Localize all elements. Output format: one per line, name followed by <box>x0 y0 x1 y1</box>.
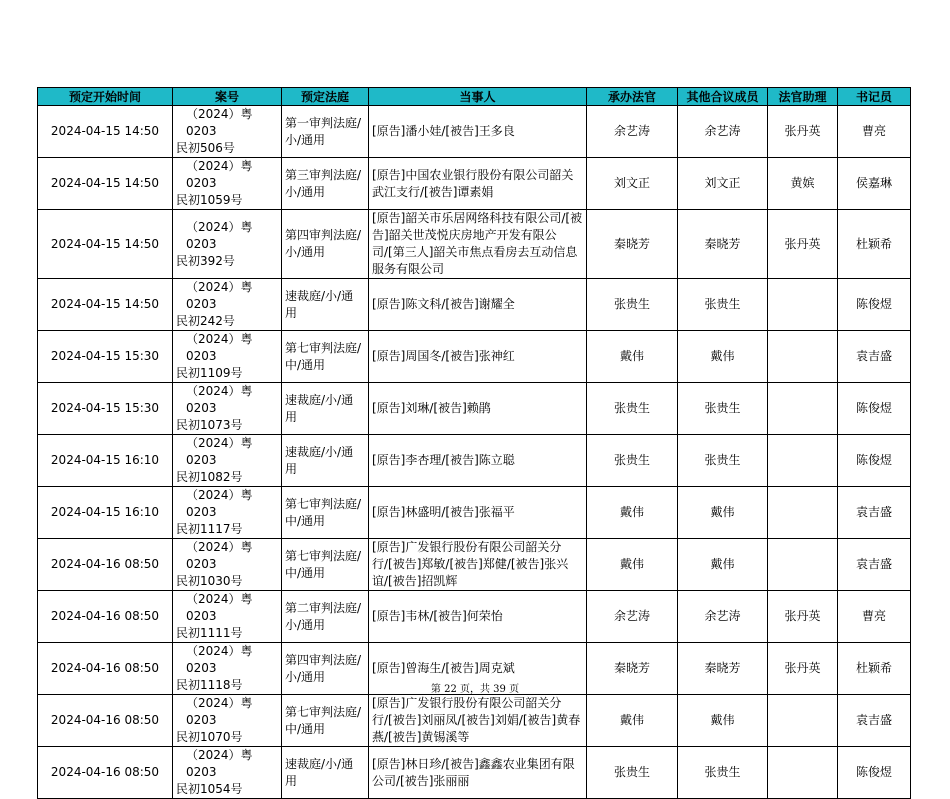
case-number-suffix: 民初1054号 <box>176 782 243 796</box>
cell-clerk: 杜颖希 <box>838 643 911 695</box>
case-number-suffix: 民初506号 <box>176 141 235 155</box>
cell-clerk: 袁吉盛 <box>838 539 911 591</box>
cell-presiding-judge: 戴伟 <box>587 487 678 539</box>
cell-case-number <box>173 591 282 643</box>
case-number-suffix: 民初242号 <box>176 314 235 328</box>
cell-clerk: 杜颖希 <box>838 210 911 279</box>
case-number-suffix: 民初1109号 <box>176 366 243 380</box>
cell-judge-assistant: 张丹英 <box>768 591 838 643</box>
cell-start-time: 2024-04-16 08:50 <box>38 747 173 799</box>
cell-case-number <box>173 695 282 747</box>
case-number-suffix: 民初1082号 <box>176 470 243 484</box>
cell-parties: [原告]林盛明/[被告]张福平 <box>369 487 587 539</box>
cell-judge-assistant <box>768 747 838 799</box>
cell-clerk: 袁吉盛 <box>838 487 911 539</box>
cell-clerk: 袁吉盛 <box>838 695 911 747</box>
cell-judge-assistant: 黄嫔 <box>768 158 838 210</box>
cell-presiding-judge: 戴伟 <box>587 331 678 383</box>
cell-clerk: 曹亮 <box>838 106 911 158</box>
cell-judge-assistant <box>768 383 838 435</box>
cell-presiding-judge: 戴伟 <box>587 695 678 747</box>
cell-case-number <box>173 747 282 799</box>
cell-other-members: 张贵生 <box>678 747 768 799</box>
cell-presiding-judge: 刘文正 <box>587 158 678 210</box>
cell-case-number <box>173 210 282 279</box>
cell-other-members: 戴伟 <box>678 331 768 383</box>
header-other-members: 其他合议成员 <box>678 88 768 106</box>
case-number-prefix: （2024）粤0203 <box>186 332 253 363</box>
cell-court: 第七审判法庭/中/通用 <box>282 487 369 539</box>
table-row <box>38 158 911 210</box>
table-row <box>38 331 911 383</box>
cell-judge-assistant <box>768 331 838 383</box>
cell-presiding-judge: 秦晓芳 <box>587 210 678 279</box>
cell-parties: [原告]李杏理/[被告]陈立聪 <box>369 435 587 487</box>
cell-court: 第四审判法庭/小/通用 <box>282 643 369 695</box>
cell-start-time: 2024-04-15 14:50 <box>38 210 173 279</box>
cell-case-number <box>173 158 282 210</box>
case-number-suffix: 民初1111号 <box>176 626 243 640</box>
case-number-suffix: 民初1070号 <box>176 730 243 744</box>
cell-parties: [原告]广发银行股份有限公司韶关分行/[被告]刘丽凤/[被告]刘娟/[被告]黄春燕/[被告]黄锡溪等 <box>369 695 587 747</box>
case-number-prefix: （2024）粤0203 <box>186 696 253 727</box>
header-court: 预定法庭 <box>282 88 369 106</box>
case-number-suffix: 民初1117号 <box>176 522 243 536</box>
cell-clerk: 曹亮 <box>838 591 911 643</box>
table-row <box>38 487 911 539</box>
cell-start-time: 2024-04-16 08:50 <box>38 695 173 747</box>
case-number-prefix: （2024）粤0203 <box>186 219 253 251</box>
cell-case-number <box>173 487 282 539</box>
cell-court: 速裁庭/小/通用 <box>282 435 369 487</box>
table-row <box>38 106 911 158</box>
cell-case-number <box>173 435 282 487</box>
cell-start-time: 2024-04-15 14:50 <box>38 279 173 331</box>
cell-case-number <box>173 383 282 435</box>
cell-start-time: 2024-04-15 14:50 <box>38 106 173 158</box>
case-number-prefix: （2024）粤0203 <box>186 644 253 675</box>
case-number-prefix: （2024）粤0203 <box>186 488 253 519</box>
cell-other-members: 秦晓芳 <box>678 643 768 695</box>
table-row <box>38 747 911 799</box>
cell-court: 第七审判法庭/中/通用 <box>282 695 369 747</box>
cell-parties: [原告]广发银行股份有限公司韶关分行/[被告]郑敏/[被告]郑健/[被告]张兴谊/[被告]招凯辉 <box>369 539 587 591</box>
cell-parties: [原告]林日珍/[被告]鑫鑫农业集团有限公司/[被告]张丽丽 <box>369 747 587 799</box>
case-number-prefix: （2024）粤0203 <box>186 748 253 779</box>
cell-presiding-judge: 张贵生 <box>587 383 678 435</box>
table-header-row <box>38 88 911 106</box>
case-number-prefix: （2024）粤0203 <box>186 540 253 571</box>
cell-parties: [原告]潘小娃/[被告]王多良 <box>369 106 587 158</box>
cell-start-time: 2024-04-15 16:10 <box>38 435 173 487</box>
cell-judge-assistant: 张丹英 <box>768 106 838 158</box>
case-number-suffix: 民初1118号 <box>176 678 243 692</box>
cell-judge-assistant <box>768 539 838 591</box>
header-start-time: 预定开始时间 <box>38 88 173 106</box>
case-number-prefix: （2024）粤0203 <box>186 436 253 467</box>
case-number-suffix: 民初1059号 <box>176 193 243 207</box>
cell-other-members: 戴伟 <box>678 487 768 539</box>
cell-clerk: 陈俊煜 <box>838 279 911 331</box>
cell-parties: [原告]韶关市乐居网络科技有限公司/[被告]韶关世茂悦庆房地产开发有限公司/[第三人]韶关市焦点看房去互动信息服务有限公司 <box>369 210 587 279</box>
table-row <box>38 435 911 487</box>
cell-parties: [原告]陈文科/[被告]谢耀全 <box>369 279 587 331</box>
cell-start-time: 2024-04-16 08:50 <box>38 539 173 591</box>
cell-clerk: 陈俊煜 <box>838 383 911 435</box>
header-presiding-judge: 承办法官 <box>587 88 678 106</box>
case-number-suffix: 民初1073号 <box>176 418 243 432</box>
cell-court: 第二审判法庭/小/通用 <box>282 591 369 643</box>
cell-case-number <box>173 539 282 591</box>
cell-presiding-judge: 张贵生 <box>587 279 678 331</box>
cell-other-members: 戴伟 <box>678 695 768 747</box>
cell-judge-assistant <box>768 279 838 331</box>
cell-other-members: 余艺涛 <box>678 106 768 158</box>
case-number-prefix: （2024）粤0203 <box>186 107 253 138</box>
cell-court: 第七审判法庭/中/通用 <box>282 331 369 383</box>
case-number-prefix: （2024）粤0203 <box>186 592 253 623</box>
cell-presiding-judge: 戴伟 <box>587 539 678 591</box>
cell-presiding-judge: 秦晓芳 <box>587 643 678 695</box>
case-number-suffix: 民初392号 <box>176 253 235 268</box>
cell-judge-assistant: 张丹英 <box>768 210 838 279</box>
table-row <box>38 279 911 331</box>
cell-parties: [原告]周国冬/[被告]张神红 <box>369 331 587 383</box>
cell-start-time: 2024-04-15 14:50 <box>38 158 173 210</box>
cell-clerk: 袁吉盛 <box>838 331 911 383</box>
cell-start-time: 2024-04-16 08:50 <box>38 643 173 695</box>
cell-other-members: 张贵生 <box>678 383 768 435</box>
header-judge-assistant: 法官助理 <box>768 88 838 106</box>
cell-case-number <box>173 331 282 383</box>
table-row <box>38 591 911 643</box>
cell-other-members: 余艺涛 <box>678 591 768 643</box>
cell-court: 第一审判法庭/小/通用 <box>282 106 369 158</box>
case-number-prefix: （2024）粤0203 <box>186 280 253 311</box>
table-row <box>38 539 911 591</box>
cell-other-members: 张贵生 <box>678 435 768 487</box>
page-footer: 第 22 页，共 39 页 <box>430 684 520 695</box>
cell-start-time: 2024-04-16 08:50 <box>38 591 173 643</box>
header-clerk: 书记员 <box>838 88 911 106</box>
cell-start-time: 2024-04-15 16:10 <box>38 487 173 539</box>
cell-parties: [原告]曾海生/[被告]周克斌 <box>369 643 587 695</box>
cell-parties: [原告]韦林/[被告]何荣怡 <box>369 591 587 643</box>
header-case-number: 案号 <box>173 88 282 106</box>
cell-presiding-judge: 张贵生 <box>587 435 678 487</box>
cell-parties: [原告]中国农业银行股份有限公司韶关武江支行/[被告]谭素娟 <box>369 158 587 210</box>
cell-other-members: 戴伟 <box>678 539 768 591</box>
cell-other-members: 刘文正 <box>678 158 768 210</box>
cell-judge-assistant <box>768 695 838 747</box>
cell-judge-assistant <box>768 435 838 487</box>
cell-court: 速裁庭/小/通用 <box>282 383 369 435</box>
cell-presiding-judge: 余艺涛 <box>587 106 678 158</box>
cell-start-time: 2024-04-15 15:30 <box>38 331 173 383</box>
header-parties: 当事人 <box>369 88 587 106</box>
cell-court: 第四审判法庭/小/通用 <box>282 210 369 279</box>
cell-clerk: 侯嘉琳 <box>838 158 911 210</box>
cell-judge-assistant: 张丹英 <box>768 643 838 695</box>
cell-court: 第七审判法庭/中/通用 <box>282 539 369 591</box>
case-number-suffix: 民初1030号 <box>176 574 243 588</box>
case-number-prefix: （2024）粤0203 <box>186 159 253 190</box>
cell-clerk: 陈俊煜 <box>838 435 911 487</box>
cell-case-number <box>173 106 282 158</box>
cell-start-time: 2024-04-15 15:30 <box>38 383 173 435</box>
cell-court: 速裁庭/小/通用 <box>282 279 369 331</box>
table-row <box>38 383 911 435</box>
cell-clerk: 陈俊煜 <box>838 747 911 799</box>
case-number-prefix: （2024）粤0203 <box>186 384 253 415</box>
cell-parties: [原告]刘琳/[被告]赖鹃 <box>369 383 587 435</box>
cell-presiding-judge: 余艺涛 <box>587 591 678 643</box>
table-row <box>38 695 911 747</box>
cell-other-members: 张贵生 <box>678 279 768 331</box>
cell-case-number <box>173 279 282 331</box>
cell-court: 速裁庭/小/通用 <box>282 747 369 799</box>
cell-presiding-judge: 张贵生 <box>587 747 678 799</box>
cell-court: 第三审判法庭/小/通用 <box>282 158 369 210</box>
table-row <box>38 210 911 279</box>
cell-judge-assistant <box>768 487 838 539</box>
cell-other-members: 秦晓芳 <box>678 210 768 279</box>
